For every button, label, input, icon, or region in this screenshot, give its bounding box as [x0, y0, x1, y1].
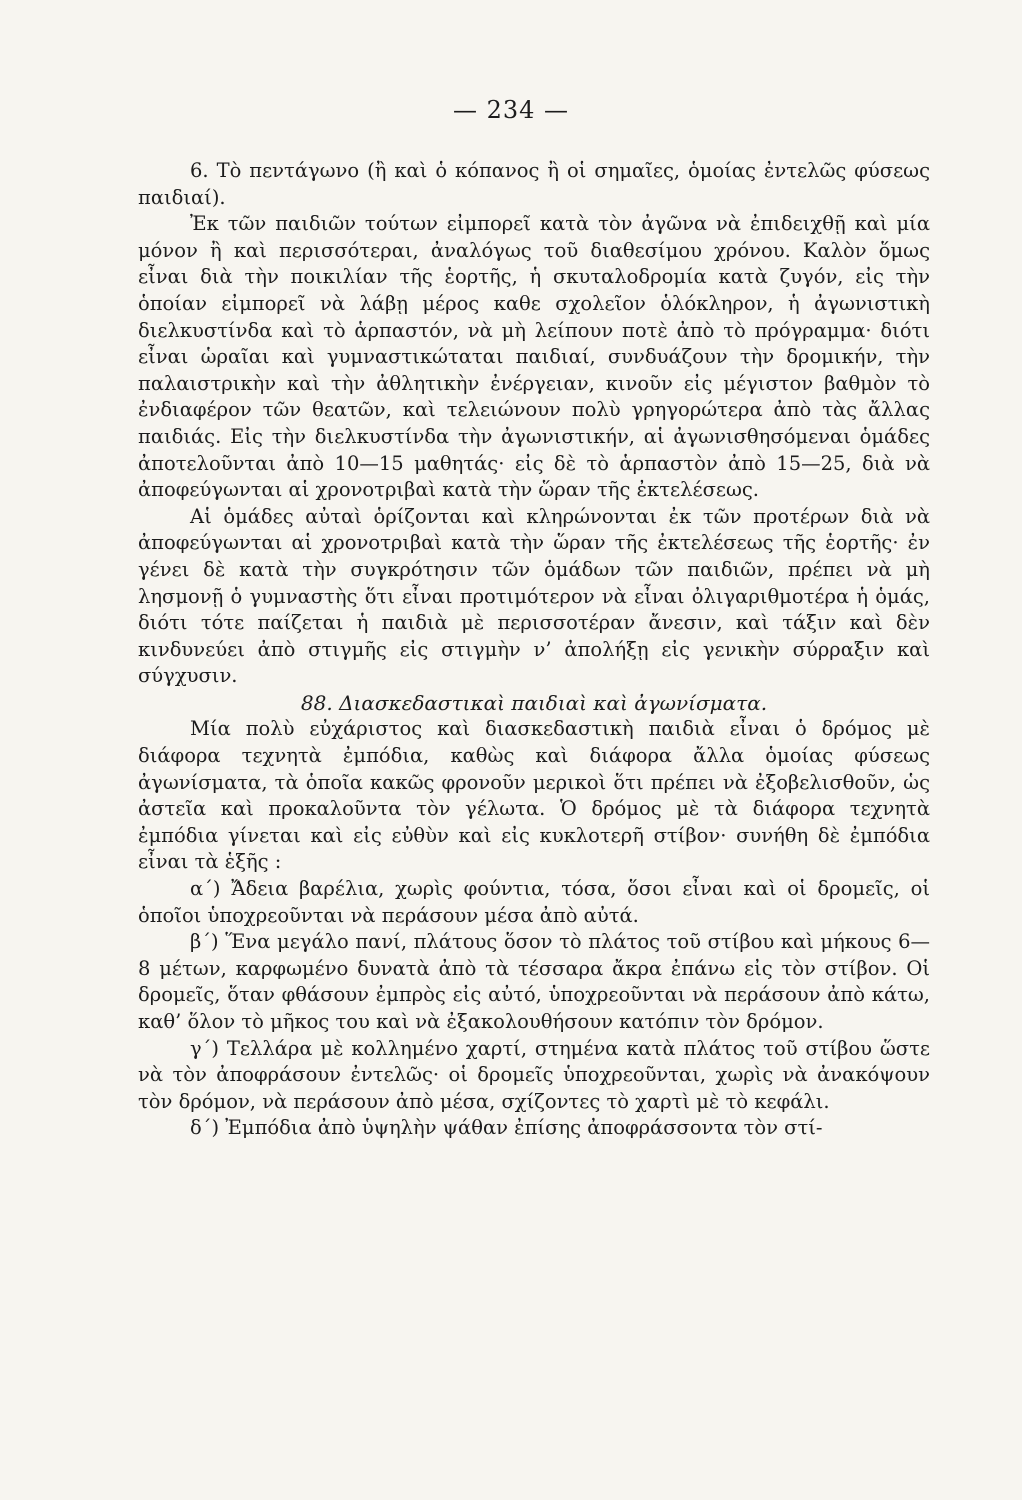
paragraph-item-6: 6. Τὸ πεντάγωνο (ἢ καὶ ὁ κόπανος ἢ οἱ σημαῖες, ὁμοίας ἐντελῶς φύσεως παιδιαί). — [138, 159, 930, 209]
list-item-b: β΄) Ἕνα μεγάλο πανί, πλάτους ὅσον τὸ πλάτος τοῦ στίβου καὶ μήκους 6—8 μέτων, καρφωμένο δυνατὰ ἀπὸ τὰ τέσσαρα ἄκρα ἐπάνω εἰς τὸν στίβον. Οἱ δρομεῖς, ὅταν φθάσουν ἐμπρὸς εἰς αὐτό, ὑποχρεοῦνται νὰ περάσουν ἀπὸ κάτω, καθ’ ὅλον τὸ μῆκος του καὶ νὰ ἐξακολουθήσουν κατόπιν τὸν δρόμον. — [138, 930, 930, 1033]
paragraph: Αἱ ὁμάδες αὐταὶ ὁρίζονται καὶ κληρώνονται ἐκ τῶν προτέρων διὰ νὰ ἀποφεύγωνται αἱ χρονοτριβαὶ κατὰ τὴν ὥραν τῆς ἐκτελέσεως τῆς ἑορτῆς· ἐν γένει δὲ κατὰ τὴν συγκρότησιν τῶν ὁμάδων τῶν παιδιῶν, πρέπει νὰ μὴ λησμονῇ ὁ γυμναστὴς ὅτι εἶναι προτιμότερον νὰ εἶναι ὀλιγαριθμοτέρα ἡ ὁμάς, διότι τότε παίζεται ἡ παιδιὰ μὲ περισσοτέραν ἄνεσιν, καὶ τάξιν καὶ δὲν κινδυνεύει ἀπὸ στιγμῆς εἰς στιγμὴν ν’ ἀπολήξῃ εἰς γενικὴν σύρραξιν καὶ σύγχυσιν. — [138, 504, 930, 688]
paragraph: Ἐκ τῶν παιδιῶν τούτων εἰμπορεῖ κατὰ τὸν ἀγῶνα νὰ ἐπιδειχθῇ καὶ μία μόνον ἢ καὶ περισσότεραι, ἀναλόγως τοῦ διαθεσίμου χρόνου. Καλὸν ὅμως εἶναι διὰ τὴν ποικιλίαν τῆς ἑορτῆς, ἡ σκυταλοδρομία κατὰ ζυγόν, εἰς τὴν ὁποίαν εἰμπορεῖ νὰ λάβῃ μέρος καθε σχολεῖον ὁλόκληρον, ἡ ἀγωνιστικὴ διελκυστίνδα καὶ τὸ ἁρπαστόν, νὰ μὴ λείπουν ποτὲ ἀπὸ τὸ πρόγραμμα· διότι εἶναι ὡραῖαι καὶ γυμναστικώταται παιδιαί, συνδυάζουν τὴν δρομικήν, τὴν παλαιστρικὴν καὶ τὴν ἀθλητικὴν ἐνέργειαν, κινοῦν εἰς μέγιστον βαθμὸν τὸ ἐνδιαφέρον τῶν θεατῶν, καὶ τελειώνουν πολὺ γρηγορώτερα ἀπὸ τὰς ἄλλας παιδιάς. Εἰς τὴν διελκυστίνδα τὴν ἀγωνιστικήν, αἱ ἀγωνισθησόμεναι ὁμάδες ἀποτελοῦνται ἀπὸ 10—15 μαθητάς· εἰς δὲ τὸ ἁρπαστὸν ἀπὸ 15—25, διὰ νὰ ἀποφεύγωνται αἱ χρονοτριβαὶ κατὰ τὴν ὥραν τῆς ἐκτελέσεως. — [138, 212, 930, 502]
list-item-c: γ΄) Τελλάρα μὲ κολλημένο χαρτί, στημένα κατὰ πλάτος τοῦ στίβου ὥστε νὰ τὸν ἀποφράσουν ἐντελῶς· οἱ δρομεῖς ὑποχρεοῦνται, χωρὶς νὰ ἀνακόψουν τὸν δρόμον, νὰ περάσουν ἀπὸ μέσα, σχίζοντες τὸ χαρτὶ μὲ τὸ κεφάλι. — [138, 1036, 930, 1113]
body-text — [138, 158, 930, 1142]
paragraph: Μία πολὺ εὐχάριστος καὶ διασκεδαστικὴ παιδιὰ εἶναι ὁ δρόμος μὲ διάφορα τεχνητὰ ἐμπόδια, καθὼς καὶ διάφορα ἄλλα ὁμοίας φύσεως ἀγωνίσματα, τὰ ὁποῖα κακῶς φρονοῦν μερικοὶ ὅτι πρέπει νὰ ἐξοβελισθοῦν, ὡς ἀστεῖα καὶ προκαλοῦντα τὸν γέλωτα. Ὁ δρόμος μὲ τὰ διάφορα τεχνητὰ ἐμπόδια γίνεται καὶ εἰς εὐθὺν καὶ εἰς κυκλοτερῆ στίβον· συνήθη δὲ ἐμπόδια εἶναι τὰ ἑξῆς : — [138, 717, 930, 874]
list-item-a: α΄) Ἄδεια βαρέλια, χωρὶς φούντια, τόσα, ὅσοι εἶναι καὶ οἱ δρομεῖς, οἱ ὁποῖοι ὑποχρεοῦνται νὰ περάσουν μέσα ἀπὸ αὐτά. — [138, 877, 930, 927]
list-item-d: δ΄) Ἐμπόδια ἀπὸ ὑψηλὴν ψάθαν ἐπίσης ἀποφράσσοντα τὸν στί- — [190, 1116, 823, 1140]
page-number: — 234 — — [452, 96, 570, 124]
section-heading: 88. Διασκεδαστικαὶ παιδιαὶ καὶ ἀγωνίσματα. — [300, 690, 768, 715]
